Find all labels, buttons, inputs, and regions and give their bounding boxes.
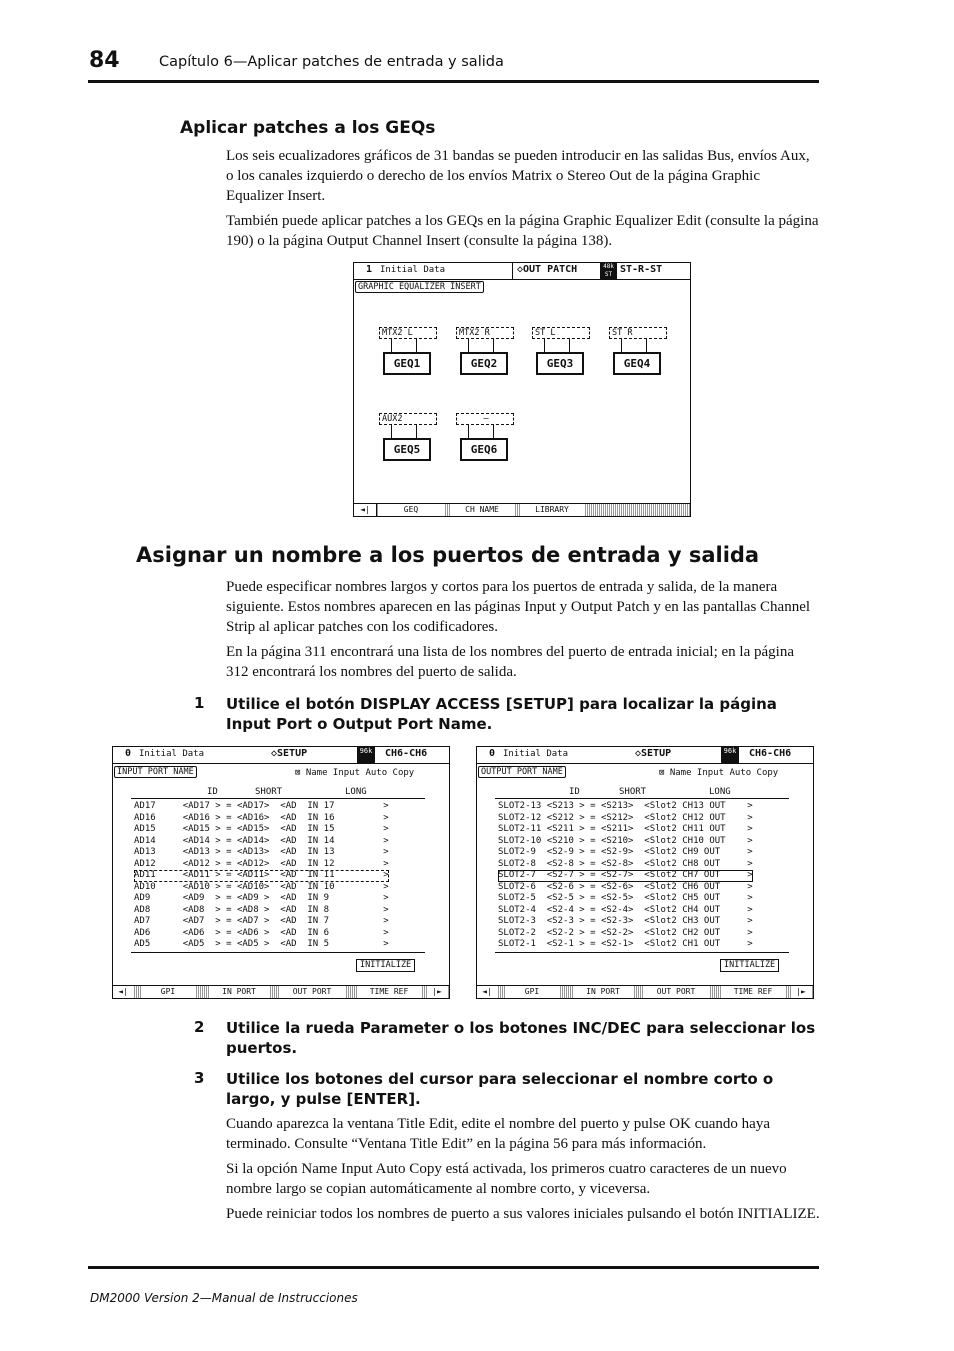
- list-item[interactable]: SLOT2-10 <S210 > = <S210> <Slot2 CH10 OUT >: [498, 835, 753, 846]
- geq1-source[interactable]: MTX2 L: [379, 327, 437, 339]
- paragraph: Cuando aparezca la ventana Title Edit, edite el nombre del puerto y pulse OK cuando haya terminado. Consulte “Ventana Title Edit” en la página 56 para más información.: [226, 1116, 770, 1152]
- tab-bar: [354, 503, 690, 516]
- list-item[interactable]: SLOT2-11 <S211 > = <S211> <Slot2 CH11 OUT >: [498, 824, 753, 834]
- page-label: GRAPHIC EQUALIZER INSERT: [355, 281, 484, 293]
- list-item[interactable]: AD13 <AD13 > = <AD13> <AD IN 13 >: [134, 847, 389, 857]
- input-port-name-screen: [112, 746, 450, 999]
- port-name-list: [134, 801, 389, 951]
- list-item[interactable]: SLOT2-1 <S2-1 > = <S2-1> <Slot2 CH1 OUT >: [498, 939, 753, 949]
- list-item[interactable]: AD15 <AD15 > = <AD15> <AD IN 15 >: [134, 824, 389, 834]
- tab-gpi[interactable]: GPI: [505, 986, 559, 998]
- scene-name: Initial Data: [380, 265, 446, 275]
- step-number: 3: [194, 1069, 205, 1087]
- col-header-long: LONG: [709, 787, 731, 797]
- list-item[interactable]: SLOT2-9 <S2-9 > = <S2-9> <Slot2 CH9 OUT >: [498, 847, 753, 857]
- list-item[interactable]: SLOT2-8 <S2-8 > = <S2-8> <Slot2 CH8 OUT >: [498, 858, 753, 869]
- list-item[interactable]: SLOT2-7 <S2-7 > = <S2-7> <Slot2 CH7 OUT >: [498, 870, 753, 880]
- paragraph: Puede especificar nombres largos y cortos para los puertos de entrada y salida, de la manera siguiente. Estos nombres aparecen en las páginas Input y Output Patch y en las pantallas Channel Strip al aplicar patches con los codificadores.: [226, 579, 811, 635]
- tab-prev[interactable]: ◄|: [477, 986, 497, 998]
- channel-indicator: CH6-CH6: [749, 748, 792, 759]
- sample-rate-badge: 96k: [357, 747, 375, 763]
- list-item[interactable]: AD6 <AD6 > = <AD6 > <AD IN 6 >: [134, 927, 389, 938]
- list-item[interactable]: AD16 <AD16 > = <AD16> <AD IN 16 >: [134, 812, 389, 823]
- sample-rate-badge: 96k: [721, 747, 739, 763]
- geq6-button[interactable]: GEQ6: [460, 438, 508, 461]
- screen-mode: ◇SETUP: [271, 748, 308, 759]
- list-item[interactable]: SLOT2-3 <S2-3 > = <S2-3> <Slot2 CH3 OUT >: [498, 916, 753, 926]
- geq1-button[interactable]: GEQ1: [383, 352, 431, 375]
- geq-insert-screen: [353, 262, 691, 517]
- tab-in-port[interactable]: IN PORT: [573, 986, 633, 998]
- channel-indicator: ST-R-ST: [620, 264, 663, 275]
- initialize-button[interactable]: INITIALIZE: [720, 959, 779, 972]
- list-item[interactable]: AD5 <AD5 > = <AD5 > <AD IN 5 >: [134, 939, 389, 949]
- tab-time-ref[interactable]: TIME REF: [357, 986, 421, 998]
- col-header-short: SHORT: [255, 787, 283, 797]
- chapter-title: Capítulo 6—Aplicar patches de entrada y salida: [159, 54, 504, 70]
- footer-text: DM2000 Version 2—Manual de Instrucciones: [90, 1291, 358, 1305]
- paragraph: En la página 311 encontrará una lista de los nombres del puerto de entrada inicial; en la página 312 encontrará los nombres del puerto de salida.: [226, 644, 794, 680]
- tab-out-port[interactable]: OUT PORT: [643, 986, 709, 998]
- scene-name: Initial Data: [139, 749, 205, 759]
- list-item[interactable]: AD9 <AD9 > = <AD9 > <AD IN 9 >: [134, 893, 389, 903]
- auto-copy-checkbox[interactable]: ⊠ Name Input Auto Copy: [295, 768, 415, 778]
- scene-number: 0: [489, 748, 496, 759]
- tab-next[interactable]: |►: [791, 986, 811, 998]
- tab-prev[interactable]: ◄|: [113, 986, 133, 998]
- col-header-id: ID: [207, 787, 218, 797]
- list-item[interactable]: SLOT2-12 <S212 > = <S212> <Slot2 CH12 OUT >: [498, 812, 753, 823]
- col-header-short: SHORT: [619, 787, 647, 797]
- tab-library[interactable]: LIBRARY: [520, 504, 584, 516]
- paragraph: También puede aplicar patches a los GEQs en la página Graphic Equalizer Edit (consulte la página 190) o la página Output Channel Insert (consulte la página 138).: [226, 213, 819, 249]
- step-text: Utilice el botón DISPLAY ACCESS [SETUP] para localizar la página Input Port o Output Port Name.: [226, 695, 777, 733]
- tab-in-port[interactable]: IN PORT: [209, 986, 269, 998]
- list-item[interactable]: AD8 <AD8 > = <AD8 > <AD IN 8 >: [134, 904, 389, 915]
- col-header-id: ID: [569, 787, 580, 797]
- port-name-list: [498, 801, 753, 951]
- list-item[interactable]: AD10 <AD10 > = <AD10> <AD IN 10 >: [134, 881, 389, 892]
- scene-number: 0: [125, 748, 132, 759]
- geq6-source[interactable]: –: [456, 413, 514, 425]
- col-header-long: LONG: [345, 787, 367, 797]
- tab-bar: [113, 985, 449, 998]
- tab-prev[interactable]: ◄|: [354, 504, 377, 516]
- header-rule: [88, 80, 819, 83]
- geq5-button[interactable]: GEQ5: [383, 438, 431, 461]
- initialize-button[interactable]: INITIALIZE: [356, 959, 415, 972]
- list-item[interactable]: AD14 <AD14 > = <AD14> <AD IN 14 >: [134, 835, 389, 846]
- step-text: Utilice los botones del cursor para seleccionar el nombre corto o largo, y pulse [ENTER].: [226, 1070, 774, 1108]
- tab-bar: [477, 985, 813, 998]
- tab-geq[interactable]: GEQ: [378, 504, 444, 516]
- geq3-source[interactable]: ST L: [532, 327, 590, 339]
- paragraph: Los seis ecualizadores gráficos de 31 bandas se pueden introducir en las salidas Bus, envíos Aux, o los canales izquierdo o derecho de los envíos Matrix o Stereo Out de la página Graphic Equalizer Insert.: [226, 148, 810, 204]
- output-port-name-screen: [476, 746, 814, 999]
- step-number: 2: [194, 1018, 205, 1036]
- geq3-button[interactable]: GEQ3: [536, 352, 584, 375]
- page-number: 84: [89, 48, 120, 73]
- footer-rule: [88, 1266, 819, 1269]
- paragraph: Si la opción Name Input Auto Copy está activada, los primeros cuatro caracteres de un nuevo nombre largo se copian automáticamente al nombre corto, y viceversa.: [226, 1161, 787, 1197]
- sample-rate-badge: 48k ST: [600, 263, 617, 279]
- list-item[interactable]: SLOT2-5 <S2-5 > = <S2-5> <Slot2 CH5 OUT >: [498, 893, 753, 903]
- screen-title-bar: [354, 263, 690, 280]
- scene-name: Initial Data: [503, 749, 569, 759]
- step-text: Utilice la rueda Parameter o los botones INC/DEC para seleccionar los puertos.: [226, 1019, 816, 1057]
- tab-out-port[interactable]: OUT PORT: [279, 986, 345, 998]
- geq5-source[interactable]: AUX2: [379, 413, 437, 425]
- screen-title-bar: [477, 747, 813, 764]
- list-item[interactable]: AD7 <AD7 > = <AD7 > <AD IN 7 >: [134, 916, 389, 926]
- geq2-button[interactable]: GEQ2: [460, 352, 508, 375]
- geq2-source[interactable]: MTX2 R: [456, 327, 514, 339]
- list-item[interactable]: SLOT2-2 <S2-2 > = <S2-2> <Slot2 CH2 OUT >: [498, 927, 753, 938]
- tab-time-ref[interactable]: TIME REF: [721, 986, 785, 998]
- list-item[interactable]: SLOT2-4 <S2-4 > = <S2-4> <Slot2 CH4 OUT >: [498, 904, 753, 915]
- geq4-source[interactable]: ST R: [609, 327, 667, 339]
- scene-number: 1: [366, 264, 373, 275]
- list-item[interactable]: SLOT2-13 <S213 > = <S213> <Slot2 CH13 OUT >: [498, 801, 753, 811]
- section-heading-port-names: Asignar un nombre a los puertos de entrada y salida: [136, 543, 760, 567]
- channel-indicator: CH6-CH6: [385, 748, 428, 759]
- tab-gpi[interactable]: GPI: [141, 986, 195, 998]
- geq4-button[interactable]: GEQ4: [613, 352, 661, 375]
- tab-next[interactable]: |►: [427, 986, 447, 998]
- list-item[interactable]: AD12 <AD12 > = <AD12> <AD IN 12 >: [134, 858, 389, 869]
- auto-copy-checkbox[interactable]: ⊠ Name Input Auto Copy: [659, 768, 779, 778]
- page-label: INPUT PORT NAME: [114, 766, 197, 778]
- paragraph: Puede reiniciar todos los nombres de puerto a sus valores iniciales pulsando el botón INITIALIZE.: [226, 1206, 820, 1222]
- page-label: OUTPUT PORT NAME: [478, 766, 566, 778]
- step-number: 1: [194, 694, 205, 712]
- screen-title-bar: [113, 747, 449, 764]
- list-item[interactable]: AD17 <AD17 > = <AD17> <AD IN 17 >: [134, 801, 389, 811]
- list-item[interactable]: AD11 <AD11 > = <AD11> <AD IN 11 >: [134, 870, 389, 880]
- list-item[interactable]: SLOT2-6 <S2-6 > = <S2-6> <Slot2 CH6 OUT >: [498, 881, 753, 892]
- screen-mode: ◇OUT PATCH: [517, 264, 578, 275]
- tab-ch-name[interactable]: CH NAME: [450, 504, 514, 516]
- screen-mode: ◇SETUP: [635, 748, 672, 759]
- section-heading-geq: Aplicar patches a los GEQs: [180, 118, 436, 138]
